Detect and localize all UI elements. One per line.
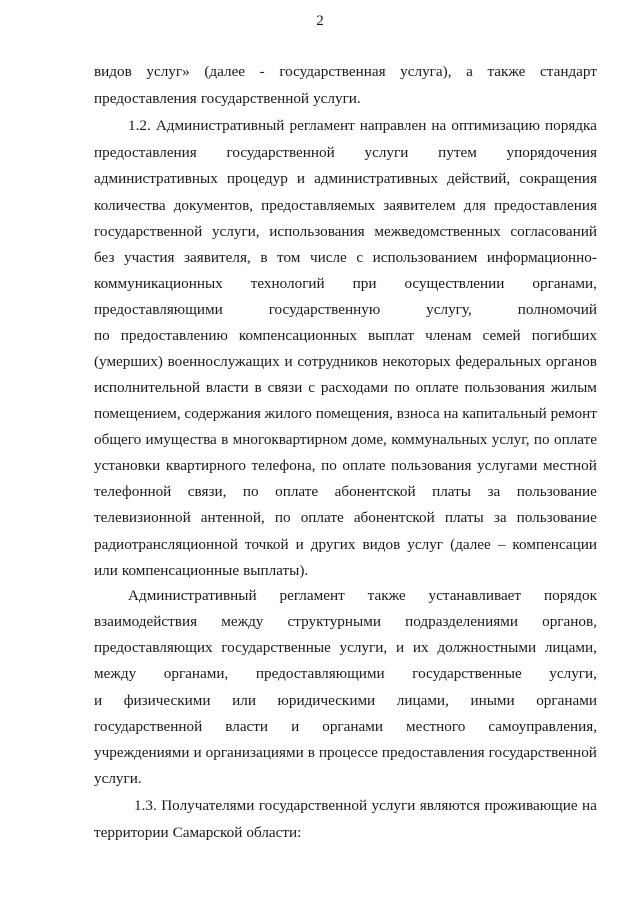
word: между — [221, 613, 264, 630]
word: государственные — [412, 665, 522, 682]
word: также — [367, 587, 406, 604]
word: на — [443, 405, 459, 422]
word: пользования — [464, 379, 546, 396]
word: государственные — [221, 639, 331, 656]
word: местной — [542, 457, 597, 474]
text-line — [94, 612, 597, 632]
text-line — [94, 222, 597, 242]
word: органами — [322, 718, 383, 735]
word: лицами, — [396, 692, 449, 709]
text-line — [94, 143, 597, 163]
word: содержания — [184, 405, 261, 422]
word: платы — [444, 509, 484, 526]
word: Самарской — [172, 824, 243, 841]
text-line — [94, 274, 597, 294]
text-line — [94, 62, 597, 82]
word: заявителя, — [184, 249, 251, 266]
word: помещения, — [315, 405, 393, 422]
word: пользование — [516, 483, 597, 500]
text-line — [94, 717, 597, 737]
word: предоставления — [381, 744, 485, 761]
word: государственная — [279, 63, 386, 80]
word: числе — [309, 249, 347, 266]
word: некоторых — [382, 353, 451, 370]
word: по — [533, 431, 550, 448]
word: и — [295, 536, 304, 553]
word: (умерших) — [94, 353, 163, 370]
word: и — [94, 692, 103, 709]
word: услуги. — [94, 770, 142, 787]
text-line — [94, 248, 597, 268]
word: услуг, — [491, 431, 530, 448]
word: в — [254, 379, 262, 396]
text-line — [94, 378, 597, 398]
word: их — [412, 639, 429, 656]
text-line — [94, 89, 597, 109]
word: установки — [94, 457, 161, 474]
word: предоставляемых — [261, 197, 376, 214]
word: антенной, — [200, 509, 265, 526]
text-line — [94, 743, 597, 763]
word: имущества — [145, 431, 217, 448]
text-line — [94, 326, 597, 346]
word: за — [487, 483, 501, 500]
word: пользование — [516, 509, 597, 526]
word: общего — [94, 431, 142, 448]
text-line — [94, 664, 597, 684]
word: и — [296, 170, 306, 187]
word: (далее — [204, 63, 246, 80]
text-line — [94, 430, 597, 450]
word: коммуникационных — [94, 275, 223, 292]
word: организациями — [205, 744, 304, 761]
word: лицами, — [544, 639, 597, 656]
word: предоставляющих — [94, 639, 213, 656]
word: оплате — [300, 509, 344, 526]
word: по — [94, 327, 110, 344]
word: на — [431, 117, 447, 134]
word: точкой — [245, 536, 289, 553]
word: выплат — [368, 327, 415, 344]
word: государственной — [488, 744, 597, 761]
word: органами, — [532, 275, 597, 292]
word: связи, — [187, 483, 227, 500]
word: видов — [94, 63, 132, 80]
word: процедур — [226, 170, 288, 187]
word: жилого — [264, 405, 312, 422]
word: и — [291, 718, 300, 735]
word: услуги, — [549, 665, 597, 682]
word: действий, — [446, 170, 511, 187]
word: погибших — [531, 327, 597, 344]
text-line — [94, 535, 597, 555]
word: иными — [470, 692, 515, 709]
word: 1.2. — [128, 117, 151, 134]
page-number: 2 — [316, 13, 324, 29]
word: услуги. — [313, 90, 361, 107]
word: компенсационных — [238, 327, 357, 344]
word: услуг» — [146, 63, 190, 80]
word: услуга), — [400, 63, 452, 80]
word: государственную — [268, 301, 381, 318]
word: и — [284, 353, 293, 370]
word: военнослужащих — [167, 353, 280, 370]
word: том — [277, 249, 301, 266]
word: проживающие — [484, 797, 578, 814]
word: подразделениями — [405, 613, 518, 630]
word: услуг — [407, 536, 444, 553]
word: оплате — [275, 483, 319, 500]
word: осуществлении — [404, 275, 505, 292]
word: жилым — [550, 379, 597, 396]
word: телефонной — [94, 483, 172, 500]
word: других — [310, 536, 356, 553]
text-line — [94, 404, 597, 424]
text-line — [128, 116, 597, 136]
word: власти — [225, 718, 269, 735]
word: с — [356, 249, 364, 266]
word: в — [307, 744, 315, 761]
word: административных — [94, 170, 218, 187]
word: количества — [94, 197, 166, 214]
word: расходами — [320, 379, 389, 396]
text-line — [94, 456, 597, 476]
word: согласований — [510, 223, 597, 240]
word: государственной — [94, 223, 203, 240]
word: информационно- — [486, 249, 597, 266]
word: органами — [536, 692, 597, 709]
word: для — [463, 197, 487, 214]
word: упорядочения — [506, 144, 597, 161]
word: процессе — [318, 744, 378, 761]
word: предоставления — [494, 197, 597, 214]
word: компенсационные — [121, 562, 240, 579]
word: связи — [267, 379, 303, 396]
word: Административный — [155, 117, 285, 134]
word: на — [582, 797, 597, 814]
word: в — [260, 249, 268, 266]
word: путем — [438, 144, 477, 161]
word: являются — [419, 797, 481, 814]
word: членам — [425, 327, 472, 344]
word: административных — [314, 170, 438, 187]
word: исполнительной — [94, 379, 200, 396]
word: сотрудников — [297, 353, 378, 370]
word: или — [94, 562, 118, 579]
word: услугу, — [426, 301, 472, 318]
word: а — [466, 63, 473, 80]
text-line — [94, 561, 597, 581]
text-line — [94, 638, 597, 658]
word: предоставлению — [120, 327, 228, 344]
word: и — [395, 639, 405, 656]
word: коммунальных — [391, 431, 488, 448]
word: структурными — [287, 613, 381, 630]
word: органов — [545, 353, 597, 370]
word: с — [308, 379, 316, 396]
word: власти — [205, 379, 249, 396]
word: телевизионной — [94, 509, 191, 526]
word: телефона, — [251, 457, 316, 474]
word: абонентской — [353, 509, 435, 526]
word: государственной — [200, 90, 310, 107]
word: устанавливает — [428, 587, 522, 604]
word: - — [259, 63, 265, 80]
word: Административный — [128, 587, 257, 604]
word: предоставления — [94, 90, 197, 107]
word: порядок — [543, 587, 597, 604]
word: государственной — [94, 718, 203, 735]
word: должностными — [437, 639, 537, 656]
word: территории — [94, 824, 169, 841]
word: (далее — [450, 536, 491, 553]
word: предоставляющими — [255, 665, 385, 682]
word: пользования — [391, 457, 472, 474]
word: взноса — [396, 405, 440, 422]
word: Получателями — [161, 797, 255, 814]
word: документов, — [173, 197, 254, 214]
word: в — [221, 431, 229, 448]
word: услуги, — [211, 223, 260, 240]
word: порядка — [545, 117, 597, 134]
text-line — [134, 796, 597, 816]
word: между — [94, 665, 137, 682]
word: самоуправления, — [488, 718, 597, 735]
word: регламент — [279, 587, 345, 604]
word: физическими — [123, 692, 211, 709]
word: без — [94, 249, 115, 266]
word: семей — [482, 327, 521, 344]
word: ремонт — [550, 405, 597, 422]
word: регламент — [289, 117, 355, 134]
word: 1.3. — [134, 797, 157, 814]
word: также — [487, 63, 526, 80]
word: оплате — [415, 379, 459, 396]
text-line — [94, 300, 597, 320]
text-line — [94, 691, 597, 711]
word: и — [193, 744, 202, 761]
word: за — [493, 509, 507, 526]
word: учреждениями — [94, 744, 190, 761]
word: капитальный — [462, 405, 547, 422]
word: органами, — [163, 665, 229, 682]
word: радиотрансляционной — [94, 536, 238, 553]
word: оптимизацию — [451, 117, 540, 134]
word: оплате — [553, 431, 597, 448]
word: направлен — [359, 117, 427, 134]
word: взаимодействия — [94, 613, 198, 630]
word: абонентской — [334, 483, 416, 500]
word: выплаты). — [243, 562, 309, 579]
word: компенсации — [512, 536, 597, 553]
word: видов — [362, 536, 401, 553]
word: технологий — [250, 275, 325, 292]
word: платы — [432, 483, 471, 500]
word: услуги, — [339, 639, 388, 656]
word: квартирного — [165, 457, 246, 474]
word: государственной — [226, 144, 335, 161]
word: по — [242, 483, 259, 500]
word: – — [497, 536, 506, 553]
text-line — [94, 823, 597, 843]
word: услугами — [477, 457, 538, 474]
word: по — [274, 509, 291, 526]
word: многоквартирном — [232, 431, 348, 448]
word: оплате — [342, 457, 386, 474]
word: по — [321, 457, 337, 474]
word: доме, — [351, 431, 387, 448]
word: участия — [124, 249, 175, 266]
word: услуги — [371, 797, 416, 814]
text-line — [128, 586, 597, 606]
word: федеральных — [455, 353, 542, 370]
word: предоставляющими — [94, 301, 223, 318]
word: государственной — [258, 797, 368, 814]
word: использования — [269, 223, 365, 240]
word: заявителем — [383, 197, 456, 214]
text-line — [94, 196, 597, 216]
text-line — [94, 352, 597, 372]
word: помещением, — [94, 405, 181, 422]
word: области: — [246, 824, 302, 841]
word: при — [352, 275, 377, 292]
word: местного — [406, 718, 466, 735]
word: межведомственных — [374, 223, 501, 240]
text-line — [94, 508, 597, 528]
word: услуги — [364, 144, 409, 161]
word: по — [394, 379, 410, 396]
word: полномочий — [517, 301, 597, 318]
word: сокращения — [519, 170, 597, 187]
word: предоставления — [94, 144, 197, 161]
text-line — [94, 169, 597, 189]
word: или — [232, 692, 256, 709]
word: стандарт — [540, 63, 597, 80]
text-line — [94, 769, 597, 789]
word: использованием — [372, 249, 478, 266]
text-line — [94, 482, 597, 502]
word: органов, — [542, 613, 597, 630]
word: юридическими — [277, 692, 376, 709]
